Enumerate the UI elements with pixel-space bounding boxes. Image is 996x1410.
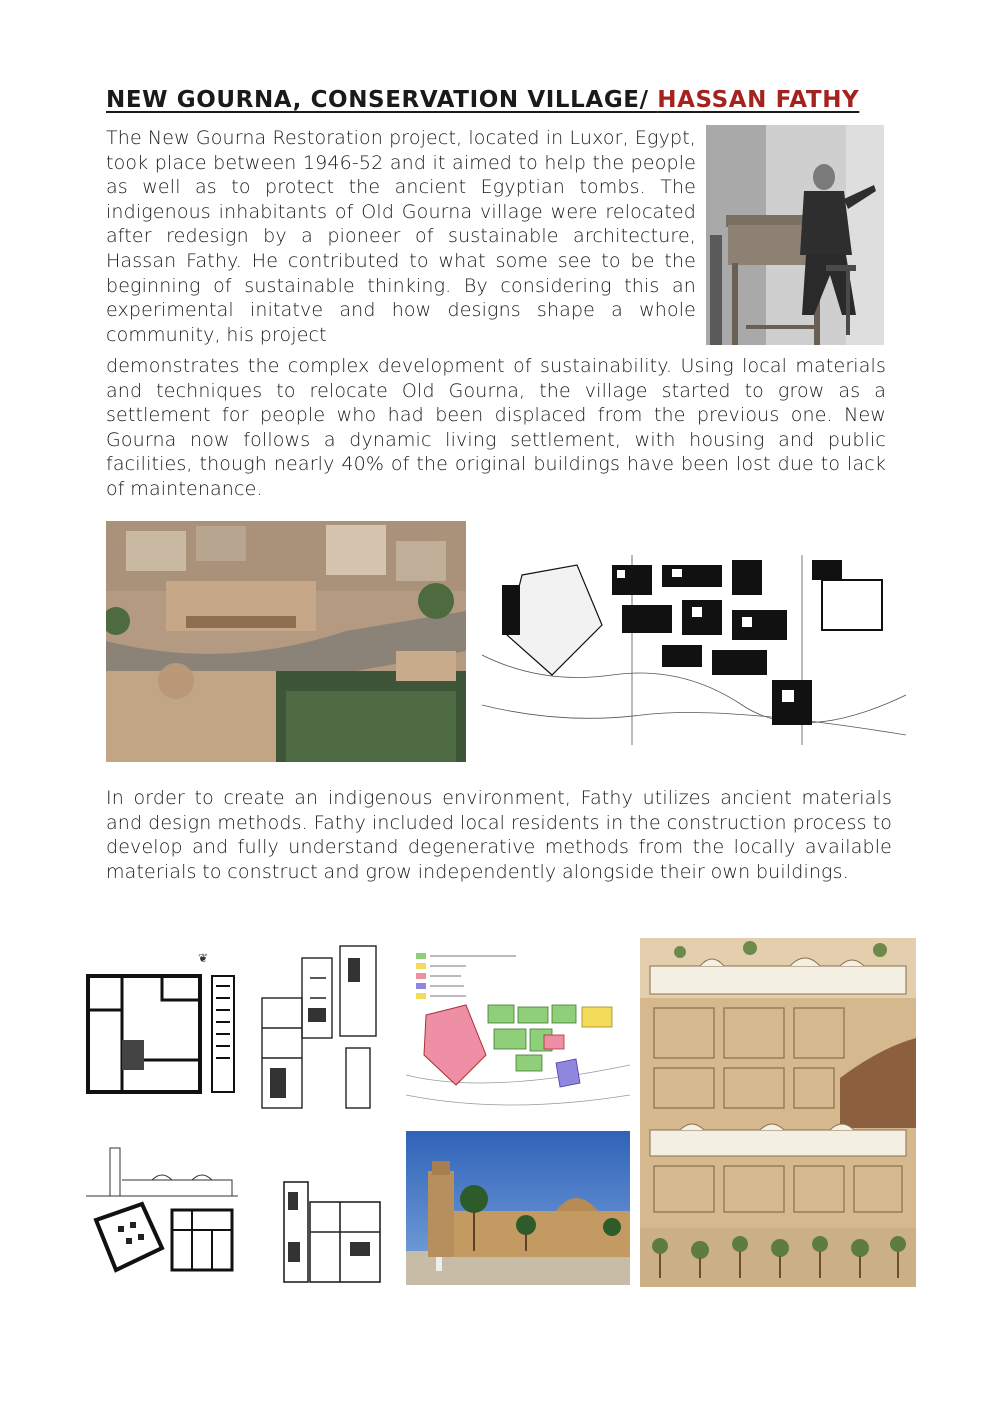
- title-project-name: NEW GOURNA, CONSERVATION VILLAGE/: [106, 87, 658, 113]
- aerial-photo: [106, 521, 466, 762]
- plan-sketch-1: [82, 940, 240, 1102]
- painted-village-plan: [640, 938, 916, 1287]
- portrait-photo: [706, 125, 884, 345]
- zoning-map: [406, 945, 630, 1125]
- svg-text:❦: ❦: [198, 951, 209, 965]
- page-title: [106, 86, 886, 114]
- intro-paragraph: The New Gourna Restoration project, located in Luxor, Egypt, took place between 1946-52 and it aimed to help the people as well as to protect the ancient Egyptian tombs. The indigenous inhabitants of Old Gourna village were relocated after redesign by a pioneer of sustainable architecture, Hassan Fathy. He contributed to what some see to be the beginning of sustainable thinking. By considering this an experimental initatve and how designs shape a whole community, his project: [106, 127, 696, 346]
- site-plan-drawing: [482, 555, 906, 745]
- methods-paragraph: In order to create an indigenous environment, Fathy utilizes ancient materials and design methods. Fathy included local residents in the construction process to develop and fully understand degenerative methods from the locally available materials to construct and grow independently alongside their own buildings.: [106, 787, 892, 883]
- title-architect-name: HASSAN FATHY: [657, 87, 860, 113]
- plan-sketch-3: [270, 1172, 390, 1294]
- mosque-photo: [406, 1131, 630, 1285]
- plan-sketch-2: [250, 938, 398, 1124]
- development-paragraph: demonstrates the complex development of sustainability. Using local materials and techniques to relocate Old Gourna, the village started to grow as a settlement for people who had been displaced from the previous one. New Gourna now follows a dynamic living settlement, with housing and public facilities, though nearly 40% of the original buildings have been lost due to lack of maintenance.: [106, 355, 886, 500]
- mosque-elevation-plan: [82, 1140, 242, 1286]
